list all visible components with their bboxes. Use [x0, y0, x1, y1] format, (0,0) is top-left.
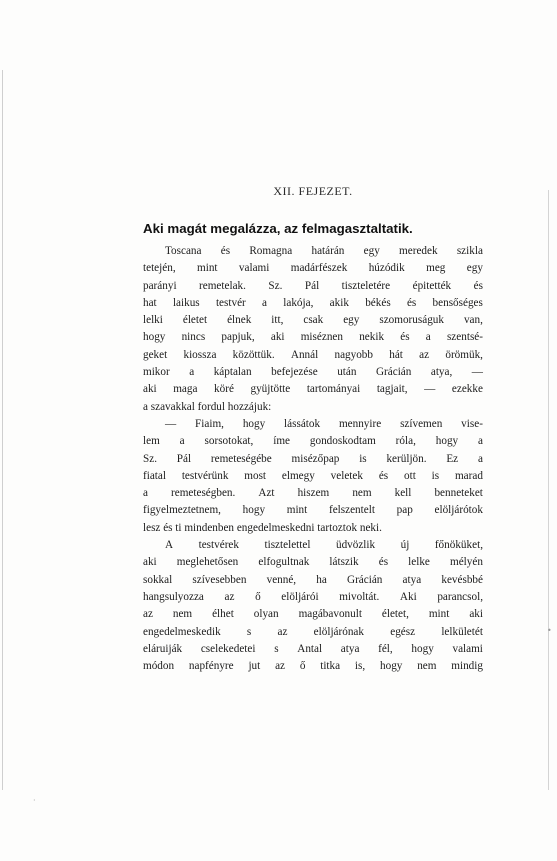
text-line: hat laikus testvér a lakója, akik békés és bensőséges: [143, 296, 483, 309]
text-block: [143, 183, 483, 675]
text-line: az nem élhet olyan magábavonult életet, mint aki: [143, 608, 483, 621]
text-line: sokkal szívesebben venné, ha Grácián atya kevésbbé: [143, 573, 483, 586]
text-line: eláruiják cselekedetei s Antal atya fél, hogy valami: [143, 642, 483, 655]
chapter-title: Aki magát megalázza, az felmagasztaltatik.: [143, 221, 413, 236]
text-line: — Fiaim, hogy lássátok mennyire szívemen vise-: [165, 417, 483, 430]
text-line: figyelmeztetnem, hogy mint felszentelt pap elöljárótok: [143, 504, 483, 517]
text-line: aki meglehetősen elfogultnak látszik és lelke mélyén: [143, 556, 483, 569]
text-line: hangsulyozza az ő elöljárói mivoltát. Aki parancsol,: [143, 590, 483, 603]
scan-edge-left: [2, 70, 3, 790]
text-line: hogy nincs papjuk, aki miséznen nekik és a szentsé-: [143, 331, 483, 344]
scan-edge-right: [548, 190, 549, 790]
scan-speck: ·: [33, 796, 36, 805]
text-line: a szavakkal fordul hozzájuk:: [143, 400, 272, 413]
text-line: tetején, mint valami madárfészek húzódik meg egy: [143, 262, 483, 275]
body-text: [143, 243, 483, 675]
text-line: parányi remetelak. Sz. Pál tiszteletére épitették és: [143, 279, 483, 292]
text-line: mikor a káptalan befejezése után Grácián atya, —: [143, 366, 483, 379]
text-line: lem a sorsotokat, íme gondoskodtam róla, hogy a: [143, 435, 483, 448]
text-line: engedelmeskedik s az elöljárónak egész lelkületét: [143, 625, 483, 638]
text-line: módon napfényre jut az ő titka is, hogy nem mindig: [143, 660, 483, 673]
text-line: aki maga köré gyüjtötte tartományai tagjait, — ezekke: [143, 383, 483, 396]
text-line: Toscana és Romagna határán egy meredek szikla: [165, 245, 483, 257]
scan-speck: •: [547, 626, 552, 635]
text-line: geket kiossza közöttük. Annál nagyobb hát az örömük,: [143, 348, 483, 361]
chapter-heading: XII. FEJEZET.: [273, 184, 353, 198]
text-line: Sz. Pál remeteségébe misézőpap is kerüljön. Ez a: [143, 452, 483, 465]
text-line: A testvérek tisztelettel üdvözlik új főnöküket,: [165, 539, 483, 552]
text-line: fiatal testvérünk most elmegy veletek és ott is marad: [143, 469, 483, 482]
text-line: lesz és ti mindenben engedelmeskedni tartoztok neki.: [143, 521, 382, 534]
text-line: lelki életet élnek itt, csak egy szomoruságuk van,: [143, 314, 483, 327]
text-line: a remeteségben. Azt hiszem nem kell benneteket: [143, 487, 483, 500]
